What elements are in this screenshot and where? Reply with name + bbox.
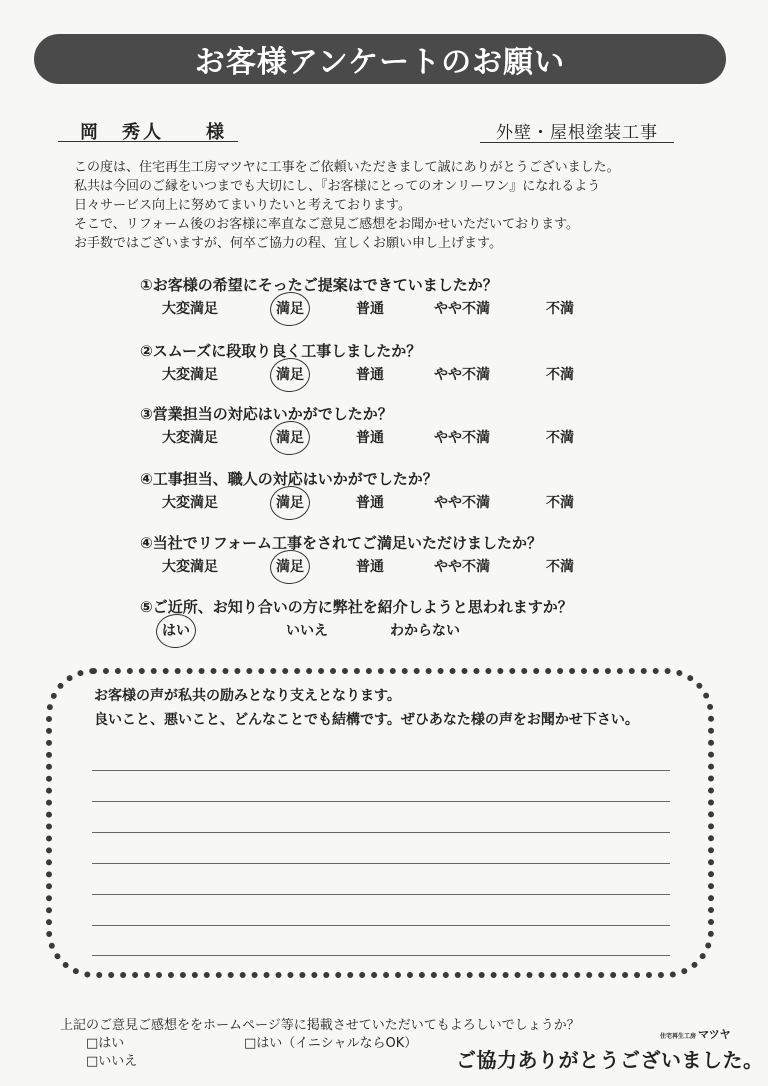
- comment-prompt-line: お客様の声が私共の励みとなり支えとなります。: [94, 688, 401, 704]
- intro-line: そこで、リフォーム後のお客様に率直なご意見ご感想をお聞かせいただいております。: [74, 217, 580, 232]
- option-somewhat-dissatisfied[interactable]: やや不満: [434, 367, 490, 383]
- option-dissatisfied[interactable]: 不満: [546, 301, 574, 317]
- option-neutral[interactable]: 普通: [356, 301, 384, 317]
- customer-name: 岡 秀人 様: [58, 118, 238, 142]
- option-yes-selected[interactable]: はい: [162, 620, 190, 640]
- option-no[interactable]: いいえ: [286, 623, 328, 639]
- option-satisfied-selected[interactable]: 満足: [276, 556, 304, 576]
- brand-name: マツヤ: [698, 1028, 731, 1041]
- comment-write-line[interactable]: [92, 863, 670, 864]
- rating-options: [140, 425, 700, 447]
- option-very-satisfied[interactable]: 大変満足: [162, 559, 218, 575]
- option-dissatisfied[interactable]: 不満: [546, 559, 574, 575]
- comment-write-line[interactable]: [92, 801, 670, 802]
- comment-prompt-line: 良いこと、悪いこと、どんなことでも結構です。ぜひあなた様の声をお聞かせ下さい。: [94, 712, 639, 728]
- option-very-satisfied[interactable]: 大変満足: [162, 367, 218, 383]
- referral-options: [140, 618, 700, 640]
- comment-write-line[interactable]: [92, 955, 670, 956]
- intro-line: お手数ではございますが、何卒ご協力の程、宜しくお願い申し上げます。: [74, 236, 502, 251]
- intro-line: 日々サービス向上に努めてまいりたいと考えております。: [74, 198, 411, 213]
- comment-write-line[interactable]: [92, 925, 670, 926]
- rating-options: [140, 296, 700, 318]
- question-6: [140, 596, 700, 640]
- title-banner: [34, 34, 726, 84]
- question-1: [140, 274, 700, 318]
- thanks-message: ご協力ありがとうございました。: [456, 1048, 764, 1072]
- intro-line: 私共は今回のご縁をいつまでも大切にし、『お客様にとってのオンリーワン』になれるよう: [74, 179, 601, 194]
- comment-write-line[interactable]: [92, 770, 670, 771]
- question-4: [140, 468, 700, 512]
- option-somewhat-dissatisfied[interactable]: やや不満: [434, 495, 490, 511]
- question-2: [140, 340, 700, 384]
- option-satisfied-selected[interactable]: 満足: [276, 364, 304, 384]
- brand-logo: [660, 1026, 731, 1042]
- project-type: 外壁・屋根塗装工事: [480, 118, 674, 143]
- comment-write-line[interactable]: [92, 832, 670, 833]
- consent-yes-initials-checkbox[interactable]: □はい（イニシャルならOK）: [244, 1036, 418, 1051]
- option-neutral[interactable]: 普通: [356, 430, 384, 446]
- question-3: [140, 403, 700, 447]
- question-text: ⑤ご近所、お知り合いの方に弊社を紹介しようと思われますか？: [140, 598, 573, 616]
- rating-options: [140, 490, 700, 512]
- rating-options: [140, 554, 700, 576]
- option-neutral[interactable]: 普通: [356, 367, 384, 383]
- option-dissatisfied[interactable]: 不満: [546, 367, 574, 383]
- option-satisfied-selected[interactable]: 満足: [276, 492, 304, 512]
- option-somewhat-dissatisfied[interactable]: やや不満: [434, 430, 490, 446]
- option-satisfied-selected[interactable]: 満足: [276, 298, 304, 318]
- page-title: お客様アンケートのお願い: [194, 45, 566, 80]
- consent-yes-checkbox[interactable]: □はい: [86, 1036, 125, 1051]
- option-satisfied-selected[interactable]: 満足: [276, 427, 304, 447]
- question-text: ①お客様の希望にそったご提案はできていましたか？: [140, 276, 498, 294]
- question-text: ②スムーズに段取り良く工事しましたか？: [140, 342, 422, 360]
- option-neutral[interactable]: 普通: [356, 495, 384, 511]
- consent-question: 上記のご意見ご感想ををホームページ等に掲載させていただいてもよろしいでしょうか？: [60, 1018, 580, 1033]
- question-5: [140, 532, 700, 576]
- option-neutral[interactable]: 普通: [356, 559, 384, 575]
- option-very-satisfied[interactable]: 大変満足: [162, 301, 218, 317]
- option-dissatisfied[interactable]: 不満: [546, 430, 574, 446]
- option-dissatisfied[interactable]: 不満: [546, 495, 574, 511]
- comment-write-line[interactable]: [92, 894, 670, 895]
- consent-no-checkbox[interactable]: □いいえ: [86, 1054, 138, 1069]
- brand-small-text: 住宅再生工房: [660, 1032, 697, 1040]
- question-text: ④工事担当、職人の対応はいかがでしたか？: [140, 470, 438, 488]
- rating-options: [140, 362, 700, 384]
- option-very-satisfied[interactable]: 大変満足: [162, 495, 218, 511]
- question-text: ③営業担当の対応はいかがでしたか？: [140, 405, 393, 423]
- option-somewhat-dissatisfied[interactable]: やや不満: [434, 559, 490, 575]
- intro-line: この度は、住宅再生工房マツヤに工事をご依頼いただきまして誠にありがとうございました。: [74, 160, 620, 175]
- question-text: ④当社でリフォーム工事をされてご満足いただけましたか？: [140, 534, 542, 552]
- option-dont-know[interactable]: わからない: [390, 623, 460, 639]
- comment-prompt: [94, 684, 639, 732]
- option-somewhat-dissatisfied[interactable]: やや不満: [434, 301, 490, 317]
- intro-paragraph: [74, 158, 714, 253]
- option-very-satisfied[interactable]: 大変満足: [162, 430, 218, 446]
